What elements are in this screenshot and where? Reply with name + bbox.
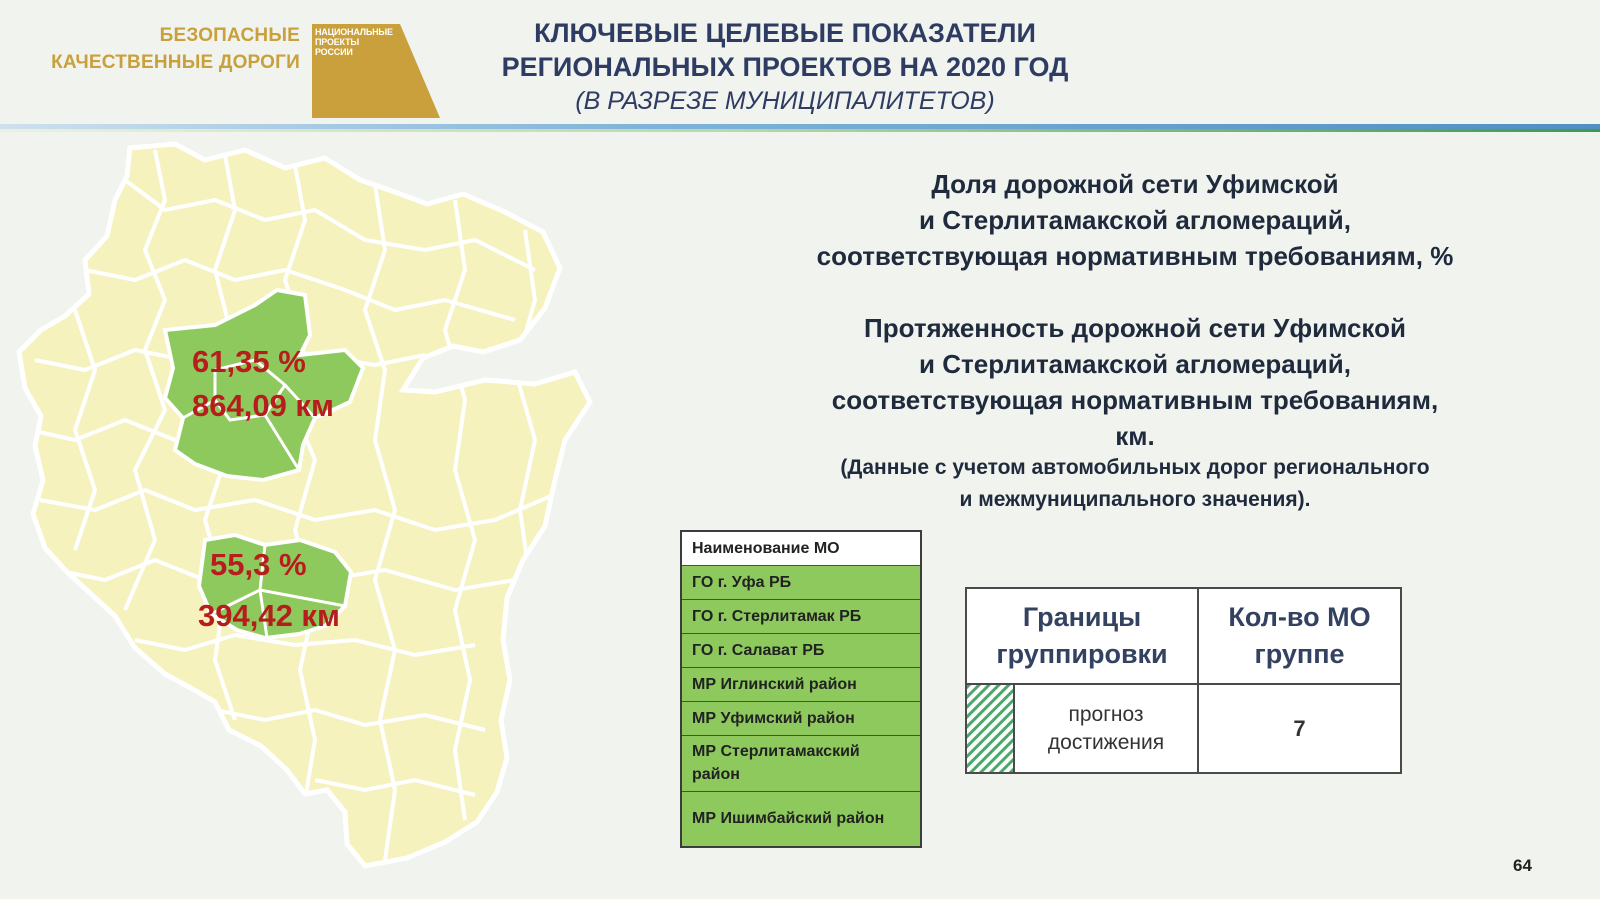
grouping-legend-table bbox=[965, 587, 1402, 774]
title-line-1: КЛЮЧЕВЫЕ ЦЕЛЕВЫЕ ПОКАЗАТЕЛИ bbox=[534, 18, 1036, 48]
sterlitamak-length-label: 394,42 км bbox=[198, 598, 340, 633]
national-projects-logo bbox=[312, 24, 452, 120]
title-subtitle: (В РАЗРЕЗЕ МУНИЦИПАЛИТЕТОВ) bbox=[575, 87, 995, 115]
indicator-share-line-3: соответствующая нормативным требованиям, % bbox=[816, 241, 1454, 271]
municipality-cell: ГО г. Салават РБ bbox=[681, 633, 921, 667]
indicator-share-line-1: Доля дорожной сети Уфимской bbox=[931, 169, 1339, 199]
indicator-length-line-2: и Стерлитамакской агломераций, bbox=[919, 349, 1351, 379]
indicator-share-description bbox=[750, 166, 1520, 274]
header-stripe-green bbox=[0, 129, 1600, 132]
forecast-cell bbox=[966, 684, 1198, 773]
hatch-swatch-icon bbox=[967, 685, 1015, 772]
indicator-note-line-1: (Данные с учетом автомобильных дорог регионального bbox=[840, 456, 1430, 479]
forecast-label bbox=[1015, 685, 1197, 772]
indicator-length-line-1: Протяженность дорожной сети Уфимской bbox=[864, 313, 1406, 343]
page-number: 64 bbox=[1513, 856, 1532, 875]
sterlitamak-share-label: 55,3 % bbox=[210, 547, 307, 582]
forecast-label-line-1: прогноз bbox=[1068, 702, 1144, 726]
municipality-header: Наименование МО bbox=[681, 531, 921, 565]
legend-row bbox=[966, 684, 1401, 773]
municipality-cell: ГО г. Стерлитамак РБ bbox=[681, 599, 921, 633]
table-row bbox=[681, 735, 921, 791]
logo-line-1: НАЦИОНАЛЬНЫЕ bbox=[315, 27, 393, 37]
table-row bbox=[681, 667, 921, 701]
mo-count-header-line-1: Кол-во МО bbox=[1228, 602, 1371, 632]
municipality-cell: МР Иглинский район bbox=[681, 667, 921, 701]
logo-line-3: РОССИИ bbox=[315, 47, 353, 57]
mo-count-header-line-2: группе bbox=[1254, 639, 1345, 669]
title-line-2: РЕГИОНАЛЬНЫХ ПРОЕКТОВ НА 2020 ГОД bbox=[501, 52, 1069, 82]
indicator-note-line-2: и межмуниципального значения). bbox=[959, 488, 1311, 511]
table-row bbox=[681, 599, 921, 633]
indicator-length-line-4: км. bbox=[1115, 421, 1155, 451]
mo-count-value: 7 bbox=[1198, 684, 1401, 773]
table-header-row bbox=[681, 531, 921, 565]
indicator-share-line-2: и Стерлитамакской агломераций, bbox=[919, 205, 1351, 235]
grouping-bounds-header bbox=[966, 588, 1198, 684]
brand-name bbox=[8, 22, 300, 76]
table-row bbox=[681, 633, 921, 667]
indicator-length-description bbox=[750, 310, 1520, 454]
brand-line-1: БЕЗОПАСНЫЕ bbox=[159, 25, 300, 46]
municipality-cell: МР Ишимбайский район bbox=[681, 791, 921, 847]
legend-header-row bbox=[966, 588, 1401, 684]
ufa-share-label: 61,35 % bbox=[192, 344, 306, 379]
table-row bbox=[681, 565, 921, 599]
municipality-cell: ГО г. Уфа РБ bbox=[681, 565, 921, 599]
grouping-bounds-header-line-2: группировки bbox=[996, 639, 1168, 669]
brand-line-2: КАЧЕСТВЕННЫЕ ДОРОГИ bbox=[51, 52, 300, 73]
logo-text bbox=[315, 27, 393, 57]
municipality-cell: МР Уфимский район bbox=[681, 701, 921, 735]
logo-line-2: ПРОЕКТЫ bbox=[315, 37, 359, 47]
ufa-length-label: 864,09 км bbox=[192, 388, 334, 423]
municipality-cell: МР Стерлитамакский район bbox=[681, 735, 921, 791]
mo-count-header bbox=[1198, 588, 1401, 684]
indicator-length-line-3: соответствующая нормативным требованиям, bbox=[831, 385, 1439, 415]
forecast-label-line-2: достижения bbox=[1047, 730, 1165, 754]
indicator-note bbox=[750, 452, 1520, 516]
table-row bbox=[681, 791, 921, 847]
table-row bbox=[681, 701, 921, 735]
page-title bbox=[460, 16, 1110, 118]
grouping-bounds-header-line-1: Границы bbox=[1022, 602, 1142, 632]
municipality-table bbox=[680, 530, 922, 848]
region-map bbox=[15, 140, 605, 880]
forecast-cell-content bbox=[967, 685, 1197, 772]
